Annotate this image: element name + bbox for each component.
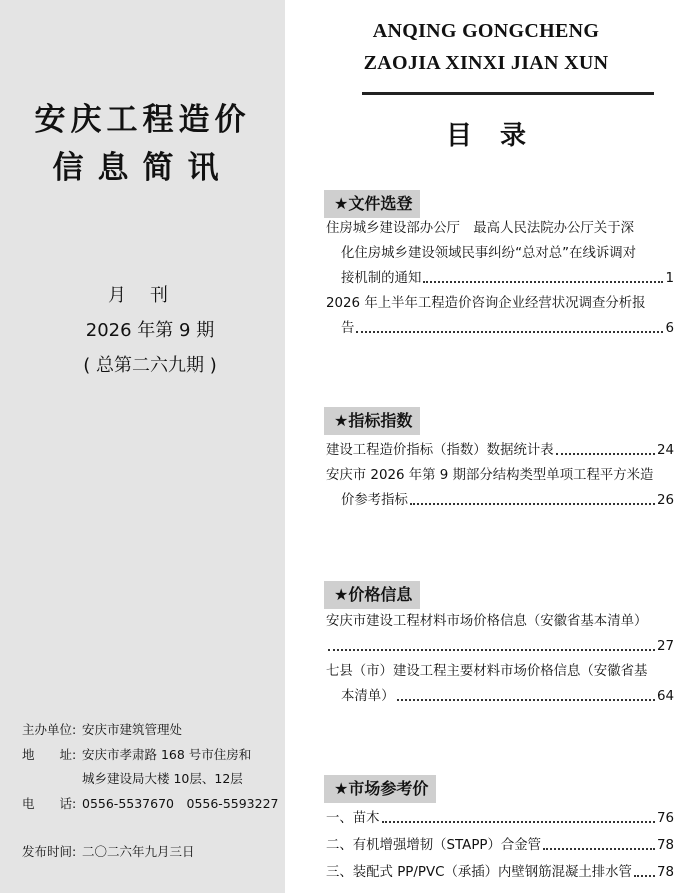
toc-entry-line: 住房城乡建设部办公厅 最高人民法院办公厅关于深 <box>326 221 634 236</box>
page-number: 76 <box>656 811 674 826</box>
toc-entry[interactable] <box>326 659 674 709</box>
toc-entry-line: 二、有机增强增韧（STAPP）合金管 78 <box>326 833 674 858</box>
page-number: 26 <box>656 493 674 508</box>
page-number: 78 <box>656 838 674 853</box>
leader-dots <box>423 266 663 283</box>
toc-entry-line: 三、装配式 PP/PVC（承插）内壁钢筋混凝土排水管 78 <box>326 860 674 885</box>
page-number: 64 <box>656 689 674 704</box>
phone-label: 电 话: <box>22 796 77 811</box>
page-number: 1 <box>665 271 674 286</box>
toc-entry-line: 2026 年上半年工程造价咨询企业经营状况调查分析报 <box>326 296 646 311</box>
address-row <box>22 745 251 763</box>
address-label: 地 址: <box>22 747 77 762</box>
leader-dots <box>328 634 655 651</box>
toc-entry[interactable] <box>326 216 674 291</box>
english-title-line1: ANQING GONGCHENG <box>372 20 600 42</box>
english-title-line2: ZAOJIA XINXI JIAN XUN <box>363 52 609 74</box>
title-divider <box>362 92 654 95</box>
toc-entry-line: 一、苗木 76 <box>326 806 674 831</box>
toc-entry[interactable] <box>326 291 674 341</box>
leader-dots <box>410 488 655 505</box>
section-header-prices: ★价格信息 <box>324 581 420 609</box>
leader-dots <box>634 860 655 877</box>
toc-entry-line: 化住房城乡建设领域民事纠纷“总对总”在线诉调对 <box>341 246 637 261</box>
sponsor-row <box>22 720 182 738</box>
toc-entry[interactable] <box>326 860 674 885</box>
sponsor-label: 主办单位: <box>22 722 77 737</box>
toc-entry-line: 告 6 <box>326 316 674 341</box>
leader-dots <box>356 316 663 333</box>
toc-entry[interactable] <box>326 806 674 831</box>
toc-entry-line: 安庆市建设工程材料市场价格信息（安徽省基本清单） <box>326 614 648 629</box>
toc-entry[interactable] <box>326 833 674 858</box>
publish-date-value: 二〇二六年九月三日 <box>82 844 195 859</box>
toc-entry[interactable] <box>326 463 674 513</box>
toc-entry-line <box>326 634 674 659</box>
phone-value: 0556-5537670 0556-5593227 <box>82 796 279 811</box>
frequency: 月刊 <box>108 285 192 306</box>
toc-title: 目录 <box>445 121 554 151</box>
leader-dots <box>397 684 655 701</box>
toc-entry-line: 七县（市）建设工程主要材料市场价格信息（安徽省基 <box>326 664 648 679</box>
toc-entry[interactable] <box>326 609 674 659</box>
address-value-line1: 安庆市孝肃路 168 号市住房和 <box>82 747 252 762</box>
issue-number: 2026 年第 9 期 <box>85 320 215 341</box>
toc-entry-line: 建设工程造价指标（指数）数据统计表 24 <box>326 438 674 463</box>
contents-panel <box>285 0 687 893</box>
toc-entry-line: 安庆市 2026 年第 9 期部分结构类型单项工程平方米造 <box>326 468 654 483</box>
publish-date-row <box>22 842 195 860</box>
section-header-indices: ★指标指数 <box>324 407 420 435</box>
toc-entry[interactable] <box>326 438 674 463</box>
section-header-market-reference: ★市场参考价 <box>324 775 436 803</box>
toc-entry-line: 本清单） 64 <box>326 684 674 709</box>
section-header-documents: ★文件选登 <box>324 190 420 218</box>
cover-panel <box>0 0 285 893</box>
phone-row <box>22 794 279 812</box>
magazine-title-line2: 信息简讯 <box>52 150 233 186</box>
total-issue-number: ( 总第二六九期 ) <box>83 355 217 376</box>
sponsor-value: 安庆市建筑管理处 <box>82 722 183 737</box>
toc-entry-line: 价参考指标 26 <box>326 488 674 513</box>
address-value-line2: 城乡建设局大楼 10层、12层 <box>82 771 243 786</box>
leader-dots <box>556 438 655 455</box>
page-number: 27 <box>656 639 674 654</box>
leader-dots <box>543 833 655 850</box>
publish-date-label: 发布时间: <box>22 844 77 859</box>
leader-dots <box>382 806 655 823</box>
page-number: 6 <box>665 321 674 336</box>
page-number: 78 <box>656 865 674 880</box>
toc-entry-line: 接机制的通知 1 <box>326 266 674 291</box>
magazine-title-line1: 安庆工程造价 <box>34 102 251 138</box>
page-number: 24 <box>656 443 674 458</box>
